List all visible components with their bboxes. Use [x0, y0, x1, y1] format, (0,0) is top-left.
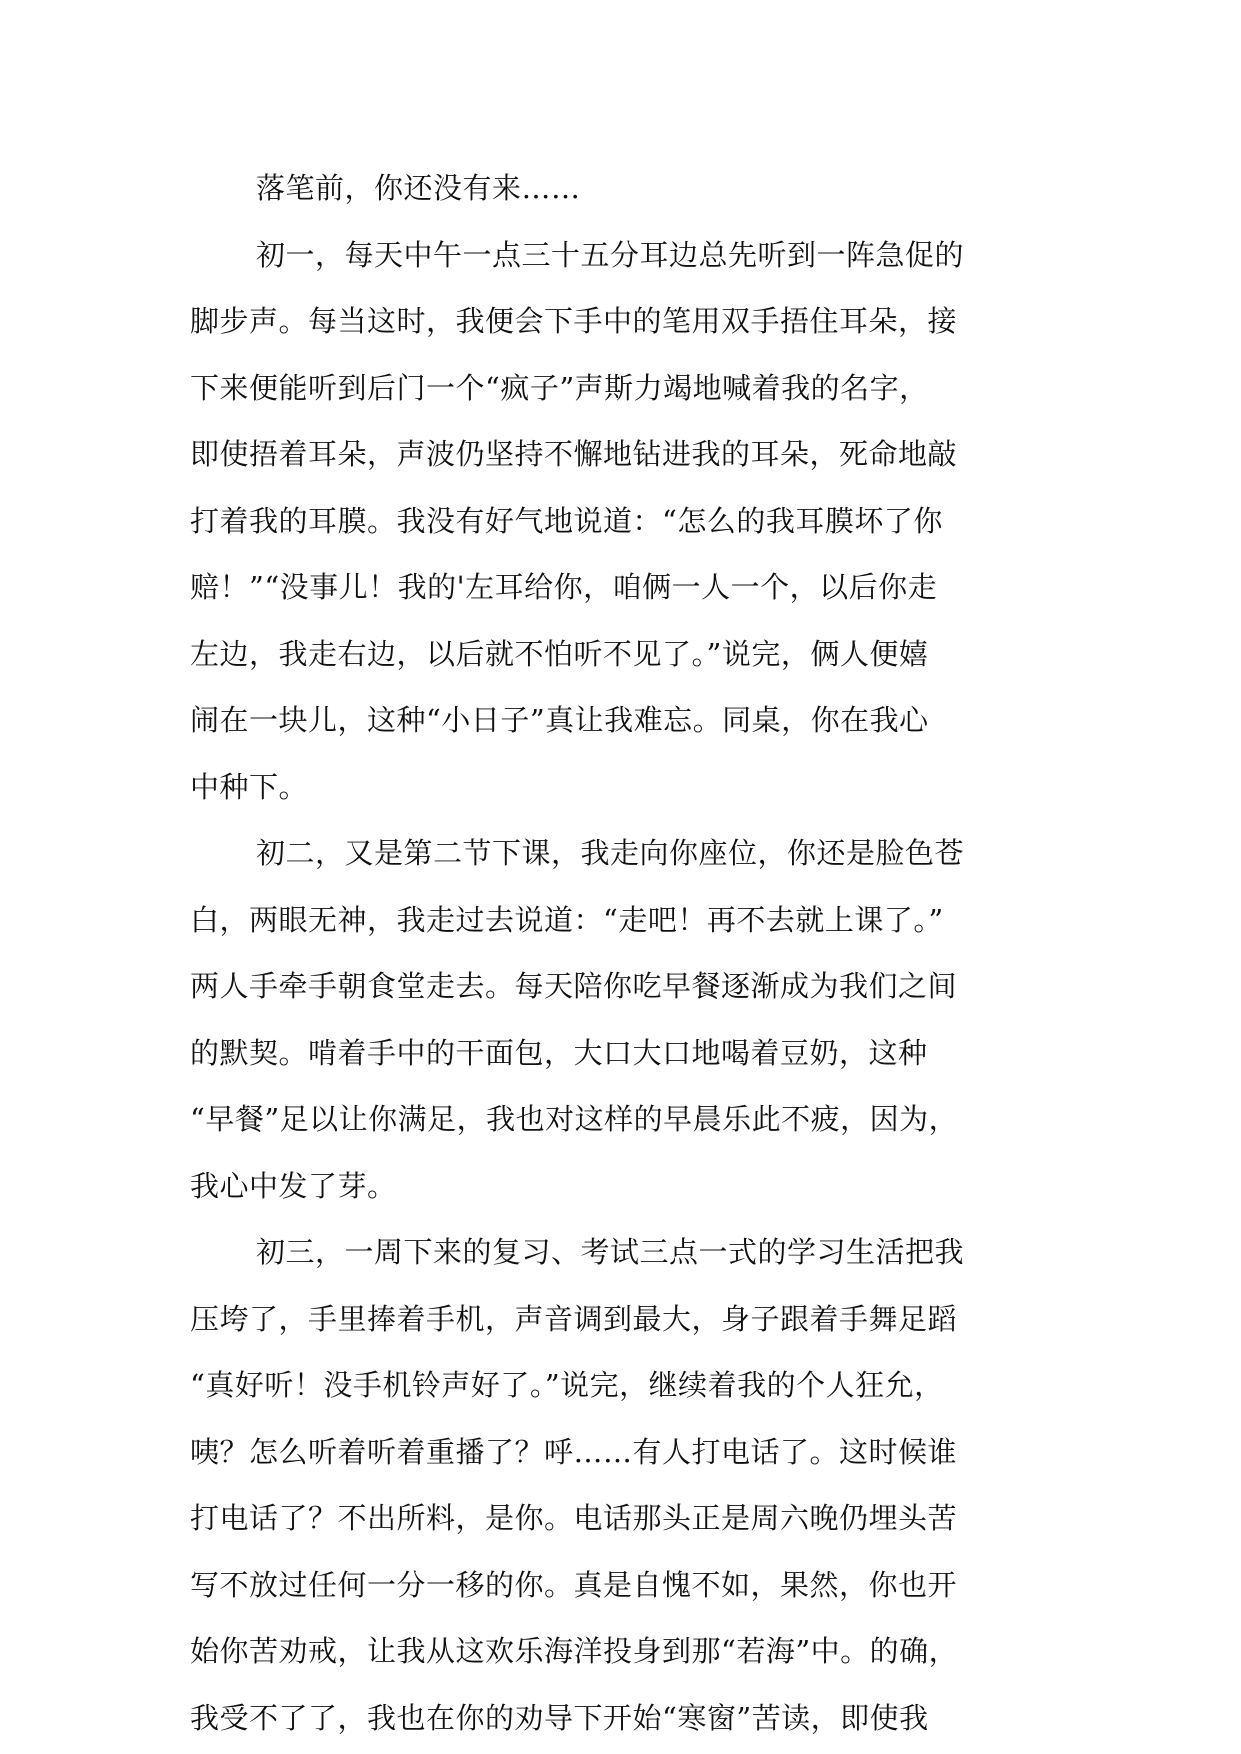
text-line: 我受不了了，我也在你的劝导下开始“寒窗”苦读，即使我: [190, 1700, 929, 1735]
text-line: 脚步声。每当这时，我便会下手中的笔用双手捂住耳朵，接: [190, 304, 958, 338]
text-line: 始你苦劝戒，让我从这欢乐海洋投身到那“若海”中。的确，: [190, 1634, 959, 1668]
text-line: 赔！”“没事儿！我的'左耳给你，咱俩一人一个，以后你走: [190, 570, 938, 604]
text-line: 落笔前，你还没有来……: [256, 171, 581, 205]
text-line: 初二，又是第二节下课，我走向你座位，你还是脸色苍: [256, 836, 965, 870]
text-line: 写不放过任何一分一移的你。真是自愧不如，果然，你也开: [190, 1567, 958, 1602]
text-line: 左边，我走右边，以后就不怕听不见了。”说完，俩人便嬉: [190, 636, 929, 671]
document-body: [190, 155, 1060, 1751]
text-line: 下来便能听到后门一个“疯子”声斯力竭地喊着我的名字，: [190, 370, 929, 405]
text-line: 闹在一块儿，这种“小日子”真让我难忘。同桌，你在我心: [190, 703, 929, 737]
text-line: 咦？怎么听着听着重播了？呼……有人打电话了。这时候谁: [190, 1434, 958, 1469]
text-line: 打着我的耳膜。我没有好气地说道：“怎么的我耳膜坏了你: [190, 503, 943, 538]
text-line: 白，两眼无神，我走过去说道：“走吧！再不去就上课了。”: [190, 902, 944, 937]
text-line: 的默契。啃着手中的干面包，大口大口地喝着豆奶，这种: [190, 1035, 928, 1070]
text-line: 两人手牵手朝食堂走去。每天陪你吃早餐逐渐成为我们之间: [190, 969, 958, 1003]
text-line: 初三，一周下来的复习、考试三点一式的学习生活把我: [256, 1235, 965, 1269]
text-line: “真好听！没手机铃声好了。”说完，继续着我的个人狂允，: [190, 1368, 944, 1402]
text-line: 压垮了，手里捧着手机，声音调到最大，身子跟着手舞足蹈: [190, 1301, 958, 1336]
text-line: 我心中发了芽。: [190, 1168, 397, 1203]
text-line: 即使捂着耳朵，声波仍坚持不懈地钻进我的耳朵，死命地敲: [190, 437, 958, 471]
text-line: 打电话了？不出所料，是你。电话那头正是周六晚仍埋头苦: [190, 1501, 958, 1535]
text-line: 中种下。: [190, 769, 309, 804]
text-line: “早餐”足以让你满足，我也对这样的早晨乐此不疲，因为，: [190, 1102, 959, 1136]
text-line: 初一，每天中午一点三十五分耳边总先听到一阵急促的: [256, 237, 965, 272]
